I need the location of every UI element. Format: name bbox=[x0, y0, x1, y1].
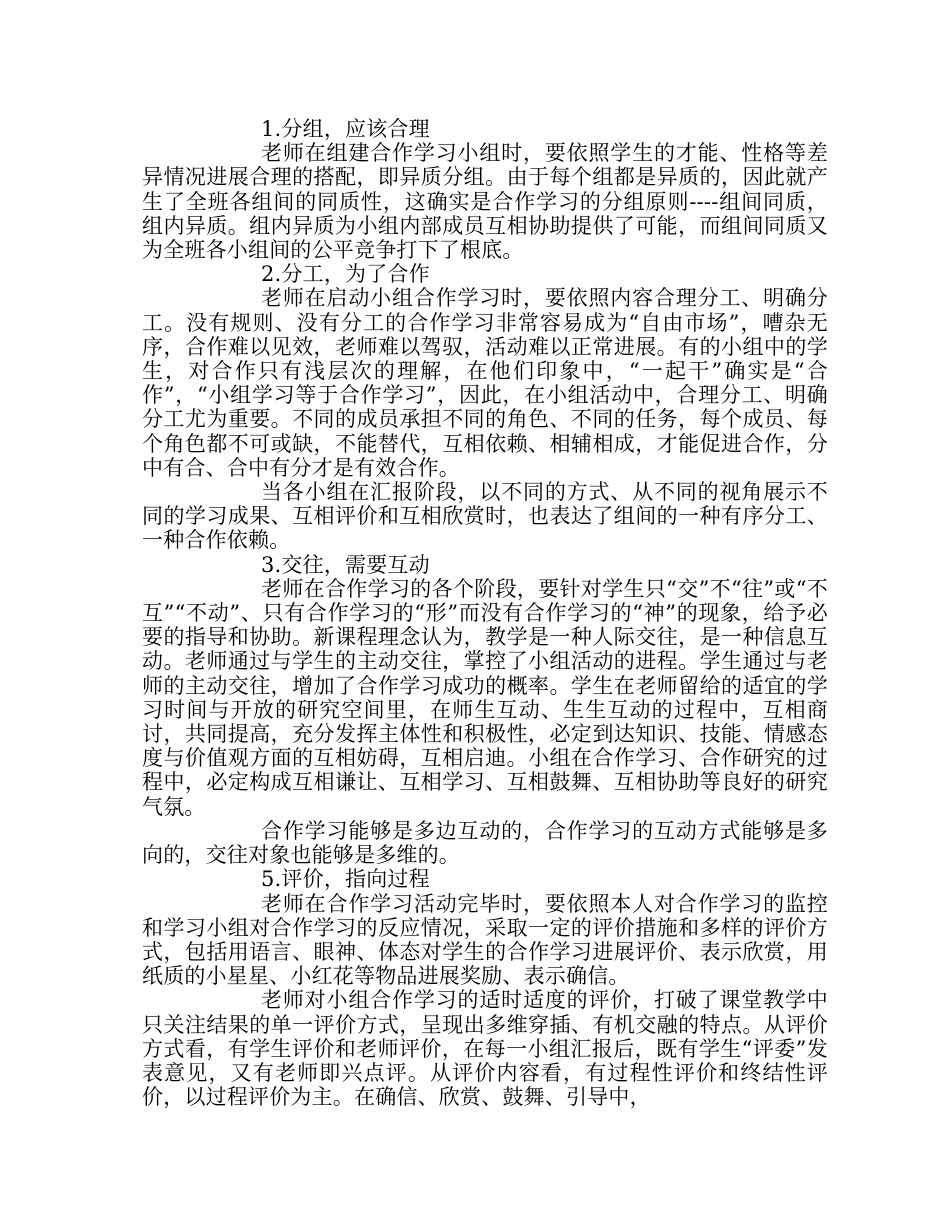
section-heading-interaction: 3.交往，需要互动 bbox=[261, 552, 430, 577]
section-heading-grouping: 1.分组，应该合理 bbox=[261, 117, 430, 141]
document-body bbox=[142, 117, 828, 1109]
paragraph-interaction-modes: 合作学习能够是多边互动的，合作学习的互动方式能够是多向的，交往对象也能够是多维的。 bbox=[142, 818, 828, 868]
paragraph-evaluation: 老师在合作学习活动完毕时，要依照本人对合作学习的监控和学习小组对合作学习的反应情况，采取一定的评价措施和多样的评价方式，包括用语言、眼神、体态对学生的合作学习进展评价、表示欣赏，用纸质的小星星、小红花等物品进展奖励、表示确信。 bbox=[142, 891, 828, 989]
paragraph-division-reporting: 当各小组在汇报阶段，以不同的方式、从不同的视角展示不同的学习成果、互相评价和互相欣赏时，也表达了组间的一种有序分工、一种合作依赖。 bbox=[142, 480, 828, 553]
section-heading-division: 2.分工，为了合作 bbox=[261, 262, 430, 287]
section-heading-evaluation: 5.评价，指向过程 bbox=[261, 867, 430, 892]
paragraph-division: 老师在启动小组合作学习时，要依照内容合理分工、明确分工。没有规则、没有分工的合作学习非常容易成为“自由市场”，嘈杂无序，合作难以见效，老师难以驾驭，活动难以正常进展。有的小组中的学生，对合作只有浅层次的理解，在他们印象中，“一起干”确实是“合作”，“小组学习等于合作学习”，因此，在小组活动中，合理分工、明确分工尤为重要。不同的成员承担不同的角色、不同的任务，每个成员、每个角色都不可或缺，不能替代，互相依赖、相辅相成，才能促进合作，分中有合、合中有分才是有效合作。 bbox=[142, 286, 828, 480]
paragraph-interaction: 老师在合作学习的各个阶段，要针对学生只“交”不“往”或“不互”“不动”、只有合作学习的“形”而没有合作学习的“神”的现象，给予必要的指导和协助。新课程理念认为，教学是一种人际交往，是一种信息互动。老师通过与学生的主动交往，掌控了小组活动的进程。学生通过与老师的主动交往，增加了合作学习成功的概率。学生在老师留给的适宜的学习时间与开放的研究空间里，在师生互动、生生互动的过程中，互相商讨，共同提高，充分发挥主体性和积极性，必定到达知识、技能、情感态度与价值观方面的互相妨碍，互相启迪。小组在合作学习、合作研究的过程中，必定构成互相谦让、互相学习、互相鼓舞、互相协助等良好的研究气氛。 bbox=[142, 576, 828, 819]
paragraph-evaluation-methods: 老师对小组合作学习的适时适度的评价，打破了课堂教学中只关注结果的单一评价方式，呈现出多维穿插、有机交融的特点。从评价方式看，有学生评价和老师评价，在每一小组汇报后，既有学生“评委”发表意见，又有老师即兴点评。从评价内容看，有过程性评价和终结性评价，以过程评价为主。在确信、欣赏、鼓舞、引导中， bbox=[142, 988, 828, 1110]
paragraph-grouping: 老师在组建合作学习小组时，要依照学生的才能、性格等差异情况进展合理的搭配，即异质分组。由于每个组都是异质的，因此就产生了全班各组间的同质性，这确实是合作学习的分组原则----组间同质，组内异质。组内异质为小组内部成员互相协助提供了可能，而组间同质又为全班各小组间的公平竞争打下了根底。 bbox=[142, 141, 828, 263]
